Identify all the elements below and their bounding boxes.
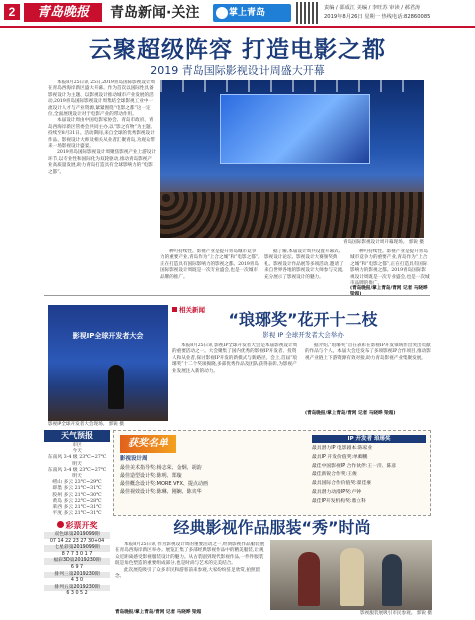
weather-tomorrow-label: 明天 <box>72 461 82 467</box>
fashion-photo <box>270 540 432 610</box>
page-number: 2 <box>4 4 20 20</box>
lottery-numbers: 4 3 0 <box>70 578 84 584</box>
lead-paragraph: 种可持续性。影视产业是提升青岛城市竞争力的重要产业,青岛作为“上合之城”和“电影之都”,正在打造具有国际影响力的影视之都。2019青岛国际影视设计周既是一次专业盛会,也是一次城市品牌的推广。 <box>350 249 430 287</box>
lottery-name: 福彩3D第2019230期 <box>44 558 110 565</box>
fashion-body-col1 <box>115 542 265 616</box>
lottery-panel <box>44 520 110 618</box>
weather-city: 胶州 多云 21℃~30℃ <box>52 492 102 498</box>
lottery-numbers: 6 3 0 5 2 <box>66 591 88 597</box>
winner-item: 最佳IP开发机构奖:鼎立科 <box>312 498 366 504</box>
feature-subheadline: 影视 IP 全球开发者大会举办 <box>262 331 344 339</box>
weather-today-label: 今天 <box>72 449 82 455</box>
feature-body-col2 <box>305 343 433 411</box>
costume-figure <box>382 554 402 606</box>
fashion-paragraph: 此次展览吸引了众多市民和游客前来参观,大家纷纷驻足欣赏,拍照留念。 <box>115 567 261 580</box>
weather-city: 平度 多云 21℃~31℃ <box>52 511 102 517</box>
masthead <box>0 0 475 28</box>
lead-article-col2 <box>160 249 260 293</box>
date-line: 2019年8月26日 星期一 热线电话:82860085 <box>324 14 431 20</box>
costume-figure <box>298 552 320 606</box>
lead-paragraph: 种可持续性。影视产业是提升青岛城市竞争力的重要产业,青岛作为“上合之城”和“电影之都”,正在打造具有国际影响力的影视之都。2019青岛国际影视设计周既是一次专业盛会,也是一次城市品牌的推广。 <box>160 249 260 280</box>
costume-figure <box>340 548 364 606</box>
award-subtitle: 影视设计周 <box>120 456 148 462</box>
tag-label: 相关新闻 <box>179 306 205 314</box>
winner-item: 最具IP 开发价值奖:单卿鹏 <box>312 454 368 460</box>
lottery-name: 排列三第2019230期 <box>44 572 110 579</box>
feature-photo-banner: 影视IP全球开发者大会 <box>72 332 144 340</box>
lead-paragraph: 2019青岛国际影视设计周聚焦影视产业上游设计环节,以专业性和国际化为双轮驱动,推动青岛影视产业高质量发展,助力青岛打造具有全球影响力的“电影之都”。 <box>48 150 156 175</box>
winner-item: 最具国际合作价值奖:翟佳豪 <box>312 481 372 487</box>
award-item: 最佳概念设计奖:MORE VFX、提点动画 <box>120 481 208 487</box>
weather-city: 崂山 多云 23℃~29℃ <box>52 480 102 486</box>
stage-screen <box>220 94 370 164</box>
feature-photo <box>48 305 168 421</box>
fashion-paragraph: 本报8月25日讯 作为影视设计周的重要活动之一,经典影视作品服装展在青岛西海岸新区举办。展览汇集了多部经典影视作品中的精美服装,让观众近距离感受影视服装设计的魅力。从古装剧到现代影视作品,一件件服装既是角色塑造的重要组成部分,也是时尚与艺术的完美结合。 <box>115 542 265 567</box>
paper-logo: 青岛晚报 <box>24 3 102 22</box>
lottery-draws <box>44 532 110 598</box>
weather-tomorrow: 东南风 3-4 级 23℃~27℃ <box>47 467 107 473</box>
lottery-name: 排列五第2019230期 <box>44 585 110 592</box>
fashion-byline: 青岛晚报/掌上青岛/青网 记者 马晓晔 梁超 <box>115 610 202 615</box>
award-item: 最佳视效设计奖:陈琳、刚娴、陈夹华 <box>120 489 202 495</box>
feature-byline: (青岛晚报/掌上青岛/青网 记者 马晓晔 梁超) <box>305 411 396 416</box>
winner-item: 最佳中国影视IP 合作伙伴:王一洋、陈彦 <box>312 463 397 469</box>
lead-photo-caption: 青岛国际影视设计周开幕现场。 郭锐 摄 <box>342 240 424 245</box>
weather-panel <box>44 430 110 518</box>
lottery-name: 双色球第2019099期 <box>44 532 110 539</box>
lead-paragraph: 本报8月25日讯 25日,2019青岛国际影视设计周在青岛西海岸新区盛大开幕。作为首次以国际性具备影视设计为主题、以影视设计推动城市产业发展的活动,2019青岛国际影视设计周集结全球影视工业中一流设计人才与产业资源,紧紧围绕“电影之都”这一定位,全面展现设计对于电影产业的带动作用。 <box>48 80 156 118</box>
lead-paragraph: 本届设计周由中国电影家协会、青岛市政府、青岛西海岸新区管委会共同主办,以“影之有物”为主题,持续至8月31日。活动期间,来自全球的优秀影视设计作品、影视设计大师及相关从业者汇聚青岛,为观众带来一场影视设计盛宴。 <box>48 118 156 150</box>
feature-headline: “琅琊奖”花开十二枝 <box>228 310 378 329</box>
fashion-headline: 经典影视作品服装“秀”时尚 <box>173 518 371 537</box>
lead-paragraph: 据了解,本届设计周共设置开幕式、影视设计论坛、影视设计大赛颁奖典礼、影视设计作品展等多项活动,邀请了来自世界各地的影视设计大师参与交流,充分展示了影视设计的魅力。 <box>264 249 344 280</box>
lead-article-col3 <box>264 249 346 293</box>
stage-lights <box>160 80 424 92</box>
lottery-numbers: 07 14 22 23 27 30+04 <box>49 538 105 544</box>
feature-photo-caption: 影视IP全球开发者大会现场。 郭锐 摄 <box>48 422 124 427</box>
main-headline: 云聚超级阵容 打造电影之都 <box>88 37 386 63</box>
award-box <box>113 430 431 516</box>
app-icon <box>216 7 228 19</box>
winner-item: 最佳新锐合作奖:王俊 <box>312 472 357 478</box>
lottery-title <box>44 520 110 532</box>
winner-item: 最具潜力动漫IP奖:卢钟 <box>312 489 362 495</box>
weather-city: 即墨 多云 21℃~31℃ <box>52 486 102 492</box>
weather-region: 市区 <box>72 443 82 448</box>
lottery-title-text: 彩票开奖 <box>65 521 98 530</box>
section-title: 青岛新闻·关注 <box>110 5 200 21</box>
feature-paragraph: 本报8月25日讯 影视IP全球开发者大会是本届影视设计周的重要活动之一。大会聚集了国内优秀的影视IP开发者、投资人和从业者,探讨影视IP开发的新模式与新路径。会上,首届“琅琊奖”十二个奖项揭晓,多部优秀作品及团队获得表彰,为影视产业发展注入新的动力。 <box>172 343 298 374</box>
app-badge <box>213 4 291 22</box>
lottery-numbers: 6 9 7 <box>70 564 84 570</box>
fashion-photo-caption: 影视服装展吸引市民参观。 郭锐 摄 <box>360 611 432 616</box>
weather-title: 天气预报 <box>44 430 110 442</box>
award-list <box>120 464 270 496</box>
weather-city: 莱西 多云 21℃~31℃ <box>52 505 102 511</box>
editor-line: 责编 / 邵成江 美编 / 李旺苏 审读 / 郝君涛 <box>324 5 421 11</box>
app-name: 掌上青岛 <box>229 8 266 18</box>
audience <box>160 192 424 238</box>
winners-header: IP 开发者 琅琊奖 <box>312 435 426 443</box>
weather-today: 东南风 3-4 级 23℃~27℃ <box>47 455 107 461</box>
lead-byline: (青岛晚报/掌上青岛/青网 记者 马晓晔 <box>350 286 428 291</box>
main-subheadline: 2019 青岛国际影视设计周盛大开幕 <box>150 64 325 77</box>
lottery-icon <box>57 521 64 528</box>
divider <box>44 295 430 296</box>
award-banner: 获奖名单 <box>120 435 176 453</box>
lottery-name: 七星彩第2019099期 <box>44 545 110 552</box>
winner-item: 最具潜力IP 电影剧本:陈家业 <box>312 446 373 451</box>
lead-photo <box>160 80 424 238</box>
lead-article-text <box>48 80 156 290</box>
feature-body-col1 <box>172 343 300 423</box>
qr-code-icon <box>296 2 318 24</box>
speaker-silhouette <box>108 365 124 409</box>
feature-paragraph: 据介绍,“琅琊奖”旨在表彰在影视IP开发领域作出突出贡献的作品与个人。本届大会还发布了多项影视IP合作项目,推动影视产业链上下游资源有效对接,助力青岛影视产业集聚发展。 <box>305 343 431 361</box>
lottery-numbers: 8 7 7 3 0 1 7 <box>61 551 93 557</box>
award-item: 最佳美术指导奖:杨志荣、金炯、胡韵 <box>120 465 202 471</box>
weather-cities-label: 明天 <box>72 474 82 480</box>
winners-list <box>312 445 428 507</box>
weather-city: 黄岛 多云 22℃~28℃ <box>52 498 102 504</box>
award-item: 最佳造型设计奖:陈明、郑璇 <box>120 473 182 479</box>
